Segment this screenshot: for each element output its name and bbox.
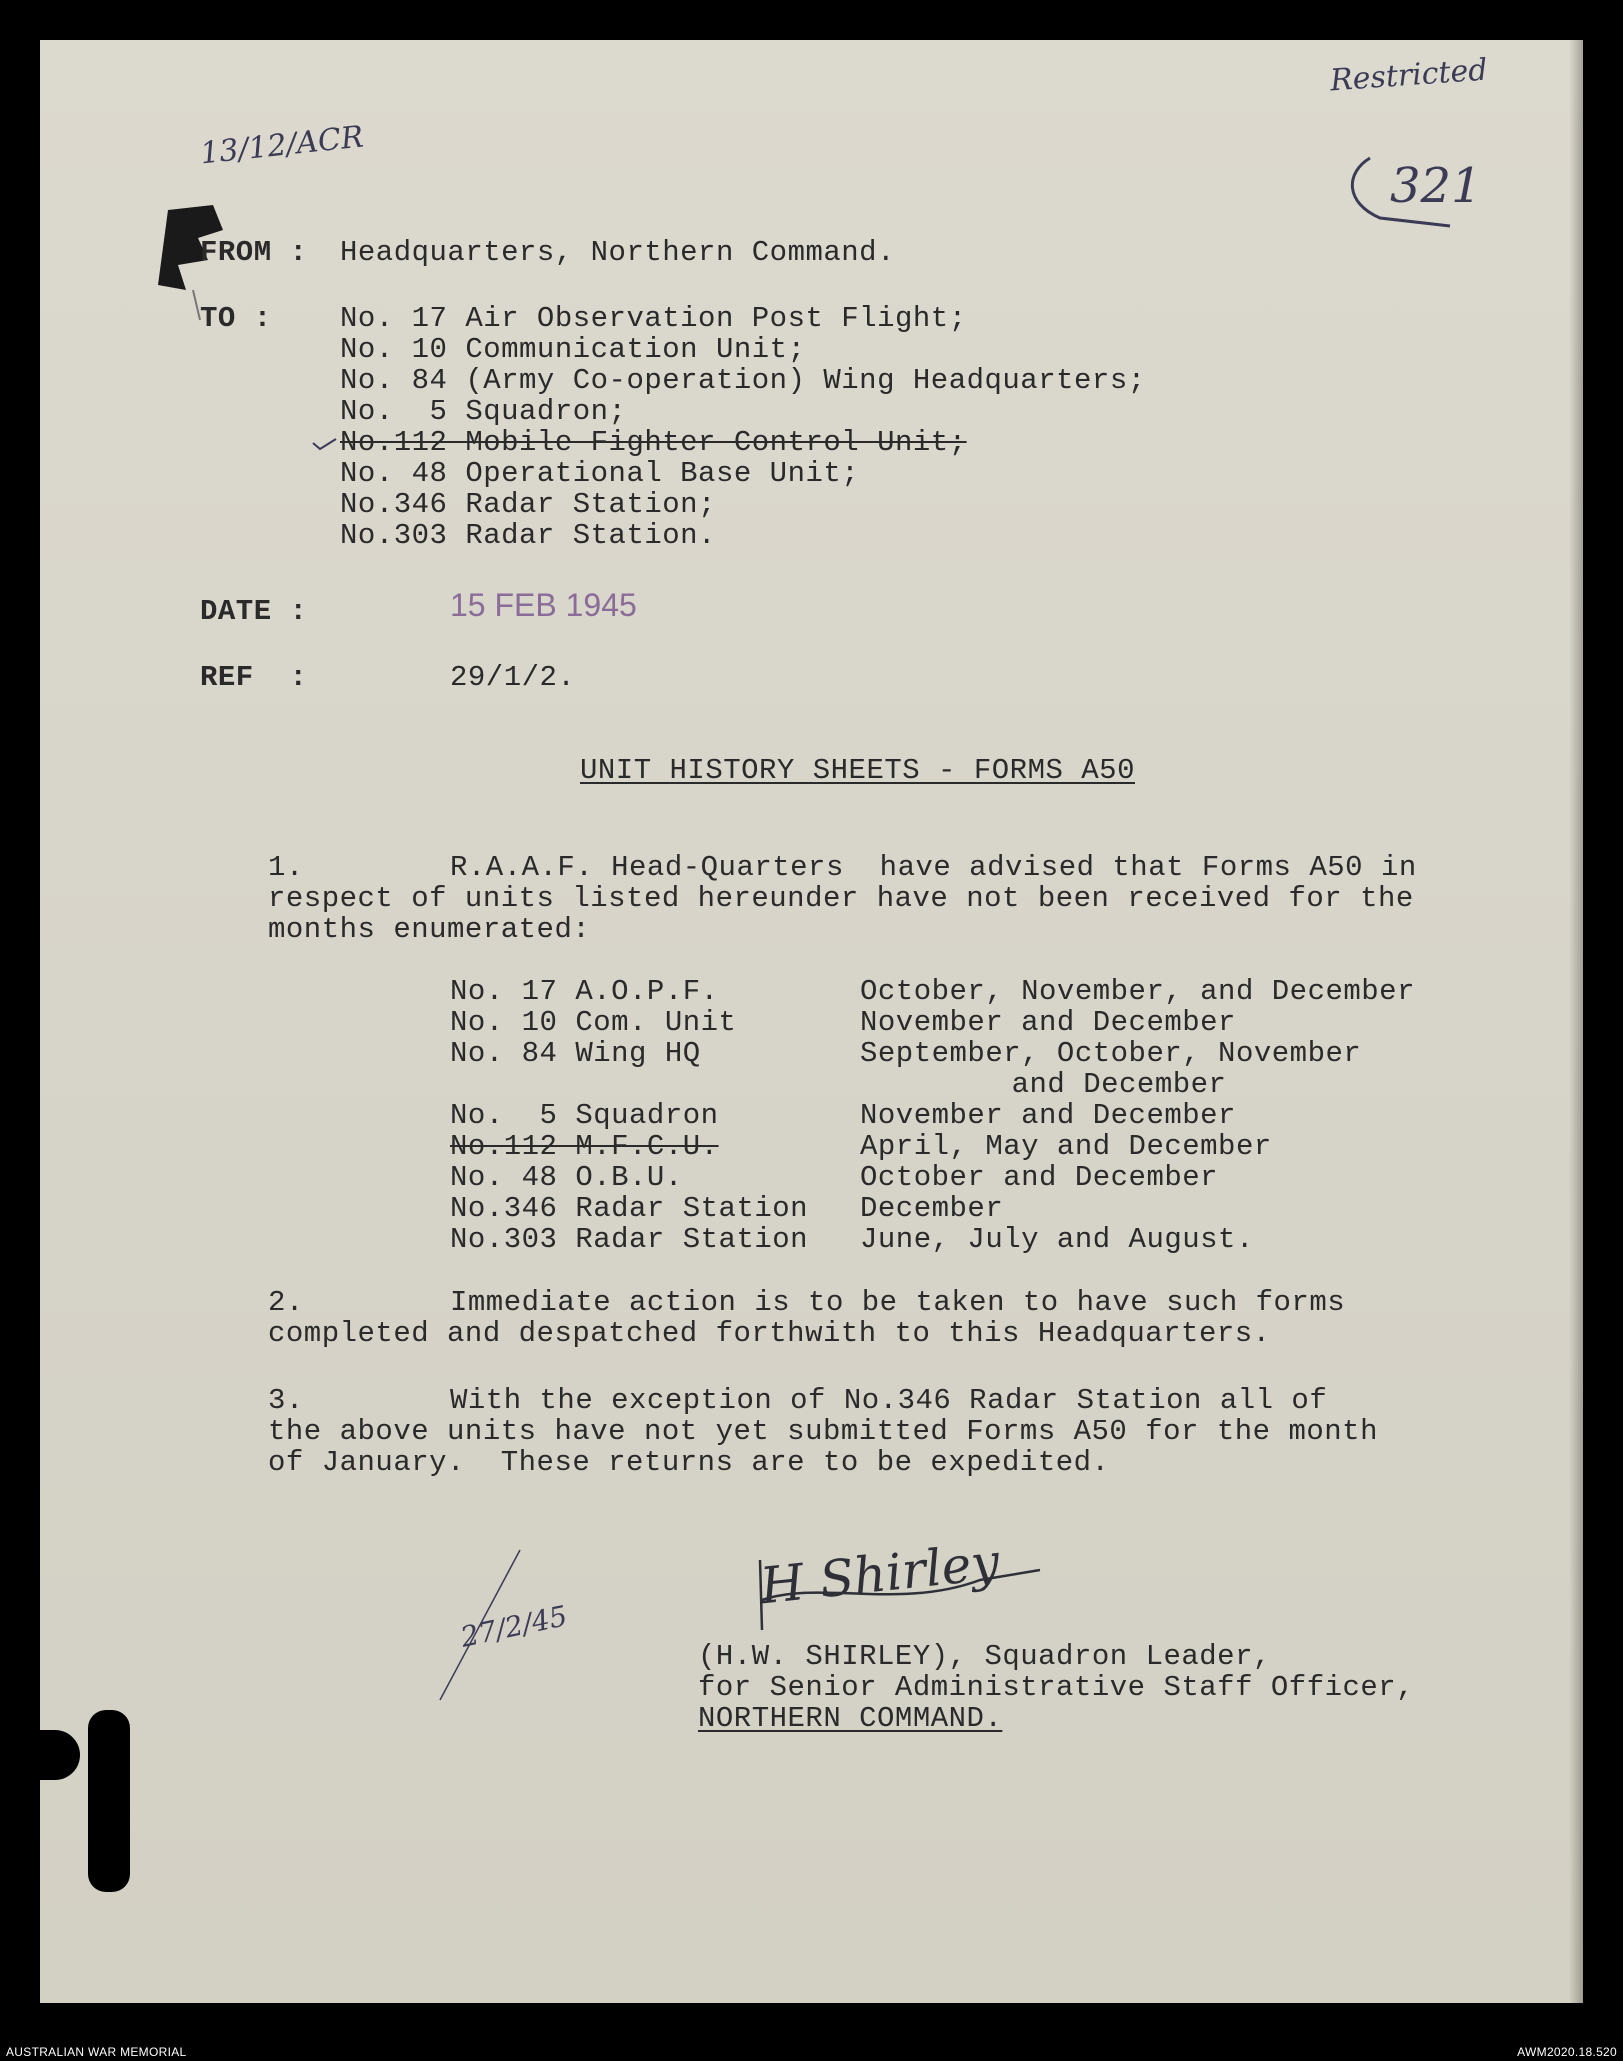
binder-clip-bar — [88, 1710, 130, 1892]
to-item: No.346 Radar Station; — [340, 488, 716, 521]
initials-note: 27/2/45 — [457, 1599, 571, 1654]
paragraph-2-line: Immediate action is to be taken to have such forms — [450, 1286, 1346, 1319]
document-page — [40, 40, 1583, 2003]
from-value: Headquarters, Northern Command. — [340, 236, 895, 269]
subject-heading: UNIT HISTORY SHEETS - FORMS A50 — [580, 754, 1135, 787]
signature-flourish — [740, 1540, 1060, 1650]
table-months: and December — [940, 1068, 1227, 1101]
ref-label: REF : — [200, 661, 308, 694]
signature: H Shirley — [757, 1532, 1003, 1616]
date-stamp: 15 FEB 1945 — [450, 587, 637, 623]
paragraph-1-number: 1. — [268, 851, 304, 884]
table-unit: No.112 M.F.C.U. — [450, 1130, 719, 1163]
to-item: No. 17 Air Observation Post Flight; — [340, 302, 967, 335]
paragraph-1-line: respect of units listed hereunder have not been received for the — [268, 882, 1414, 915]
table-months: November and December — [860, 1006, 1236, 1039]
table-months: October and December — [860, 1161, 1219, 1194]
table-unit: No. 48 O.B.U. — [450, 1161, 683, 1194]
paragraph-2-number: 2. — [268, 1286, 304, 1319]
to-item: No. 5 Squadron; — [340, 395, 627, 428]
initials-stroke — [420, 1540, 540, 1710]
folio-number: 321 — [1390, 158, 1482, 214]
signatory-command: NORTHERN COMMAND. — [698, 1702, 1003, 1735]
paragraph-3-number: 3. — [268, 1384, 304, 1417]
table-unit: No. 17 A.O.P.F. — [450, 975, 719, 1008]
paragraph-3-line: of January. These returns are to be expedited. — [268, 1446, 1110, 1479]
table-months: September, October, November — [860, 1037, 1362, 1070]
paragraph-1-line: months enumerated: — [268, 913, 591, 946]
signatory-name: (H.W. SHIRLEY), Squadron Leader, — [698, 1640, 1271, 1673]
date-label: DATE : — [200, 595, 308, 628]
table-unit: No. 84 Wing HQ — [450, 1037, 701, 1070]
table-months: April, May and December — [860, 1130, 1272, 1163]
table-months: December — [860, 1192, 1004, 1225]
folio-bracket-mark — [1340, 148, 1460, 228]
signatory-role: for Senior Administrative Staff Officer, — [698, 1671, 1415, 1704]
tick-mark — [310, 435, 340, 455]
binder-clip-mark — [40, 1730, 80, 1780]
table-months: June, July and August. — [860, 1223, 1254, 1256]
table-months: November and December — [860, 1099, 1236, 1132]
table-unit: No. 10 Com. Unit — [450, 1006, 737, 1039]
from-label: FROM : — [200, 236, 308, 269]
classification-annotation: Restricted — [1328, 52, 1489, 99]
to-item: No. 10 Communication Unit; — [340, 333, 806, 366]
table-unit: No. 5 Squadron — [450, 1099, 719, 1132]
paragraph-3-line: With the exception of No.346 Radar Station all of — [450, 1384, 1328, 1417]
file-reference-annotation: 13/12/ACR — [198, 119, 366, 172]
to-item: No. 84 (Army Co-operation) Wing Headquarters; — [340, 364, 1146, 397]
table-months: October, November, and December — [860, 975, 1415, 1008]
to-item: No. 48 Operational Base Unit; — [340, 457, 860, 490]
ref-value: 29/1/2. — [450, 661, 576, 694]
to-label: TO : — [200, 302, 272, 335]
table-unit: No.303 Radar Station — [450, 1223, 809, 1256]
to-item: No.303 Radar Station. — [340, 519, 716, 552]
footer-left: AUSTRALIAN WAR MEMORIAL — [6, 2045, 187, 2059]
paragraph-2-line: completed and despatched forthwith to this Headquarters. — [268, 1317, 1271, 1350]
table-unit: No.346 Radar Station — [450, 1192, 809, 1225]
to-item: No.112 Mobile Fighter Control Unit; — [340, 426, 967, 459]
paragraph-3-line: the above units have not yet submitted Forms A50 for the month — [268, 1415, 1378, 1448]
paragraph-1-line: R.A.A.F. Head-Quarters have advised that Forms A50 in — [450, 851, 1417, 884]
footer-right: AWM2020.18.520 — [1517, 2045, 1617, 2059]
